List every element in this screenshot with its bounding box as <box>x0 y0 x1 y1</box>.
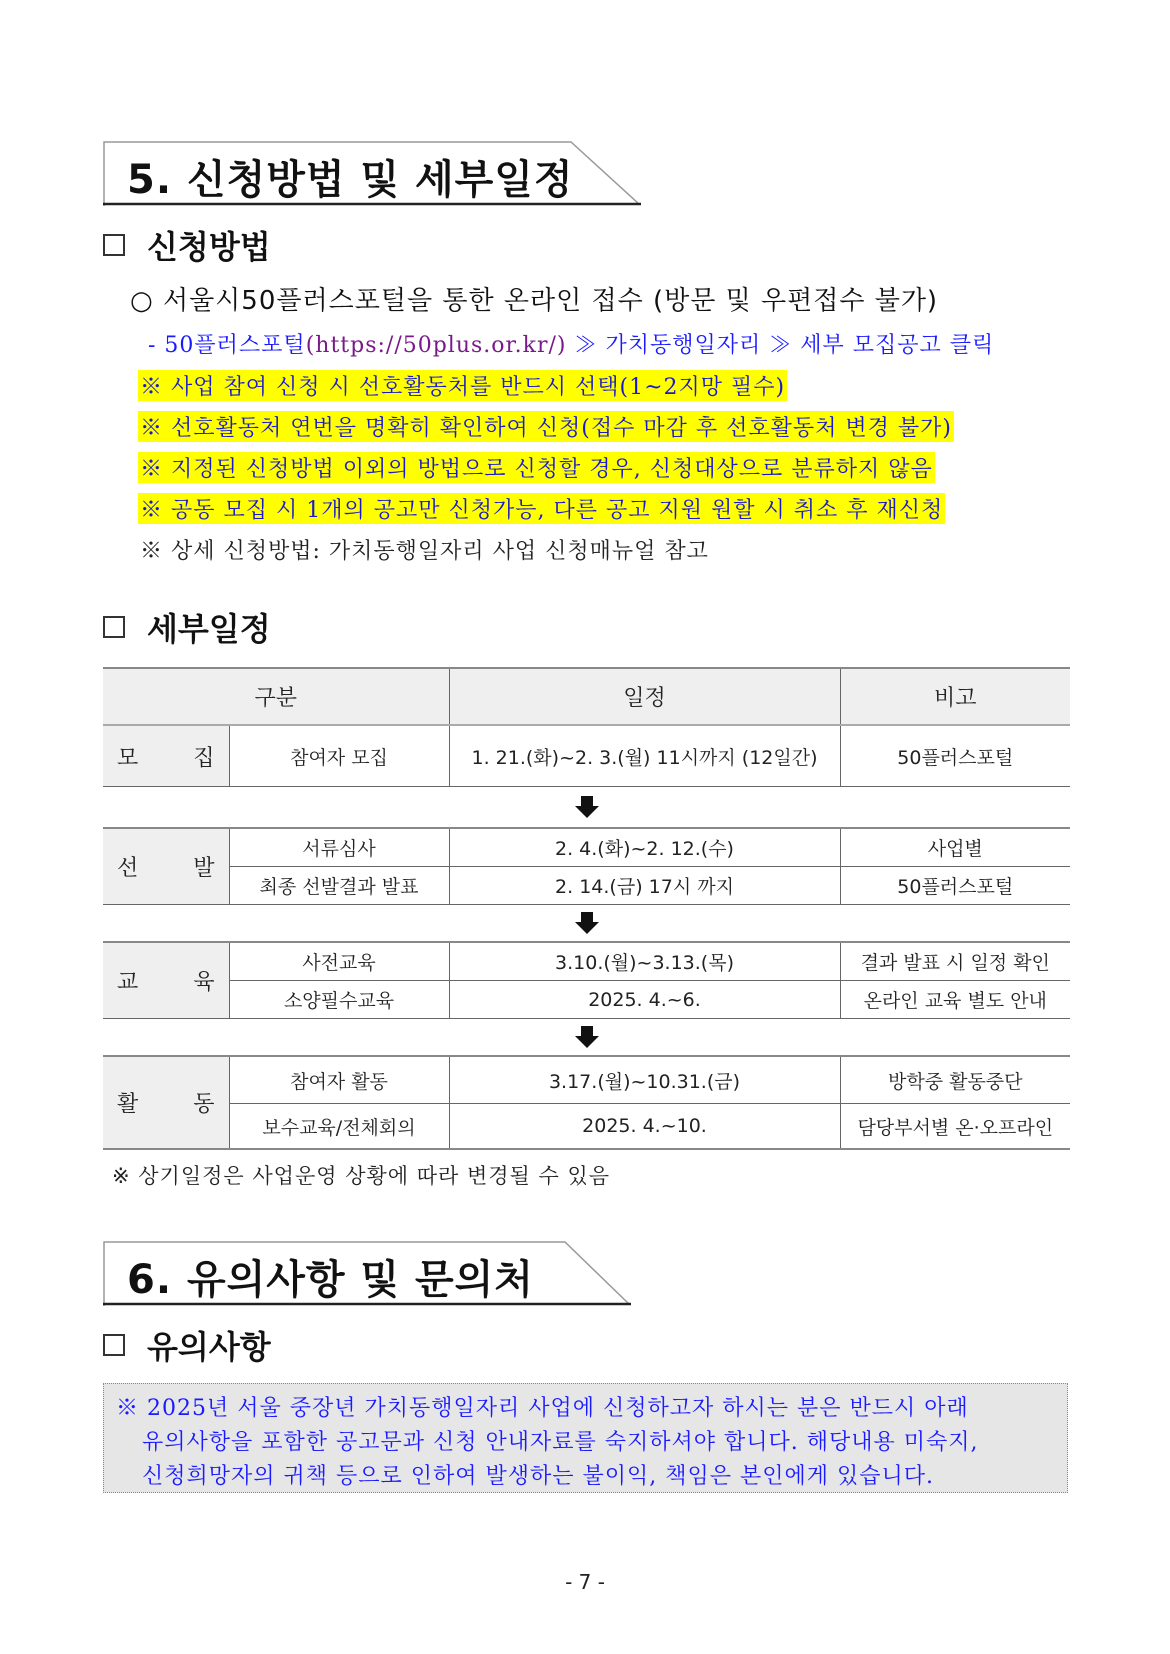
schedule-footnote: ※ 상기일정은 사업운영 상황에 따라 변경될 수 있음 <box>112 1164 611 1188</box>
item-cell: 사전교육 <box>229 942 449 981</box>
highlight-note-1: ※ 사업 참여 신청 시 선호활동처를 반드시 선택(1~2지망 필수) <box>138 370 787 401</box>
checkbox-square-icon <box>103 616 125 638</box>
note-cell: 50플러스포털 <box>840 867 1070 905</box>
note-cell: 사업별 <box>840 828 1070 867</box>
item-cell: 참여자 모집 <box>229 725 449 787</box>
note-cell: 결과 발표 시 일정 확인 <box>840 942 1070 981</box>
date-cell: 3.10.(월)~3.13.(목) <box>449 942 840 981</box>
date-cell: 1. 21.(화)~2. 3.(월) 11시까지 (12일간) <box>449 725 840 787</box>
table-row <box>103 1056 1070 1104</box>
header-note: 비고 <box>840 668 1070 725</box>
schedule-heading <box>103 604 271 650</box>
schedule-education <box>103 941 1070 1019</box>
table-row <box>103 867 1070 905</box>
portal-navigation-path: ≫ 가치동행일자리 ≫ 세부 모집공고 클릭 <box>566 333 995 358</box>
manual-reference-note: ※ 상세 신청방법: 가치동행일자리 사업 신청매뉴얼 참고 <box>140 539 709 564</box>
section-5-banner <box>103 140 643 204</box>
category-activity: 활 동 <box>103 1056 229 1149</box>
note-cell: 방학중 활동중단 <box>840 1056 1070 1104</box>
item-cell: 최종 선발결과 발표 <box>229 867 449 905</box>
checkbox-square-icon <box>103 1334 125 1356</box>
category-selection: 선 발 <box>103 828 229 905</box>
schedule-selection <box>103 827 1070 905</box>
item-cell: 참여자 활동 <box>229 1056 449 1104</box>
date-cell: 2. 4.(화)~2. 12.(수) <box>449 828 840 867</box>
down-arrow-icon <box>575 796 599 818</box>
apply-method-heading-text: 신청방법 <box>147 228 271 266</box>
table-row <box>103 981 1070 1019</box>
note-cell: 50플러스포털 <box>840 725 1070 787</box>
down-arrow-icon <box>575 912 599 934</box>
schedule-heading-text: 세부일정 <box>147 610 271 648</box>
schedule-header-and-recruit <box>103 667 1070 787</box>
portal-label: - 50플러스포털 <box>148 333 306 358</box>
note-cell: 담당부서별 온·오프라인 <box>840 1104 1070 1150</box>
main-bullet: ○ 서울시50플러스포털을 통한 온라인 접수 (방문 및 우편접수 불가) <box>130 286 939 316</box>
down-arrow-icon <box>575 1026 599 1048</box>
portal-url-link[interactable]: (https://50plus.or.kr/) <box>305 333 567 358</box>
table-row <box>103 1104 1070 1150</box>
caution-notice-box <box>103 1383 1068 1493</box>
header-category: 구분 <box>103 668 449 725</box>
apply-method-heading <box>103 222 271 268</box>
date-cell: 3.17.(월)~10.31.(금) <box>449 1056 840 1104</box>
schedule-table <box>103 667 1070 1150</box>
schedule-activity <box>103 1055 1070 1150</box>
item-cell: 보수교육/전체회의 <box>229 1104 449 1150</box>
item-cell: 소양필수교육 <box>229 981 449 1019</box>
date-cell: 2025. 4.~6. <box>449 981 840 1019</box>
section-5-title: 5. 신청방법 및 세부일정 <box>127 157 574 203</box>
table-row <box>103 942 1070 981</box>
note-cell: 온라인 교육 별도 안내 <box>840 981 1070 1019</box>
header-date: 일정 <box>449 668 840 725</box>
table-row <box>103 725 1070 787</box>
date-cell: 2025. 4.~10. <box>449 1104 840 1150</box>
page-number: - 7 - <box>565 1570 605 1594</box>
item-cell: 서류심사 <box>229 828 449 867</box>
checkbox-square-icon <box>103 234 125 256</box>
highlight-note-4: ※ 공동 모집 시 1개의 공고만 신청가능, 다른 공고 지원 원할 시 취소 후 재신청 <box>138 493 945 524</box>
category-recruit: 모 집 <box>103 725 229 787</box>
category-education: 교 육 <box>103 942 229 1019</box>
table-header-row <box>103 668 1070 725</box>
flow-arrow <box>103 905 1070 941</box>
table-row <box>103 828 1070 867</box>
caution-heading-text: 유의사항 <box>147 1328 271 1366</box>
highlight-note-2: ※ 선호활동처 연번을 명확히 확인하여 신청(접수 마감 후 선호활동처 변경 불가) <box>138 411 954 442</box>
highlight-note-3: ※ 지정된 신청방법 이외의 방법으로 신청할 경우, 신청대상으로 분류하지 않음 <box>138 452 935 483</box>
caution-line-1: ※ 2025년 서울 중장년 가치동행일자리 사업에 신청하고자 하시는 분은 반드시 아래 <box>116 1396 969 1421</box>
date-cell: 2. 14.(금) 17시 까지 <box>449 867 840 905</box>
section-6-title: 6. 유의사항 및 문의처 <box>127 1257 534 1303</box>
flow-arrow <box>103 1019 1070 1055</box>
flow-arrow <box>103 787 1070 827</box>
caution-line-2: 유의사항을 포함한 공고문과 신청 안내자료를 숙지하셔야 합니다. 해당내용 미숙지, <box>142 1430 979 1455</box>
portal-path <box>148 328 994 359</box>
caution-line-3: 신청희망자의 귀책 등으로 인하여 발생하는 불이익, 책임은 본인에게 있습니다. <box>142 1464 934 1489</box>
section-6-banner <box>103 1240 633 1304</box>
caution-heading <box>103 1322 271 1368</box>
